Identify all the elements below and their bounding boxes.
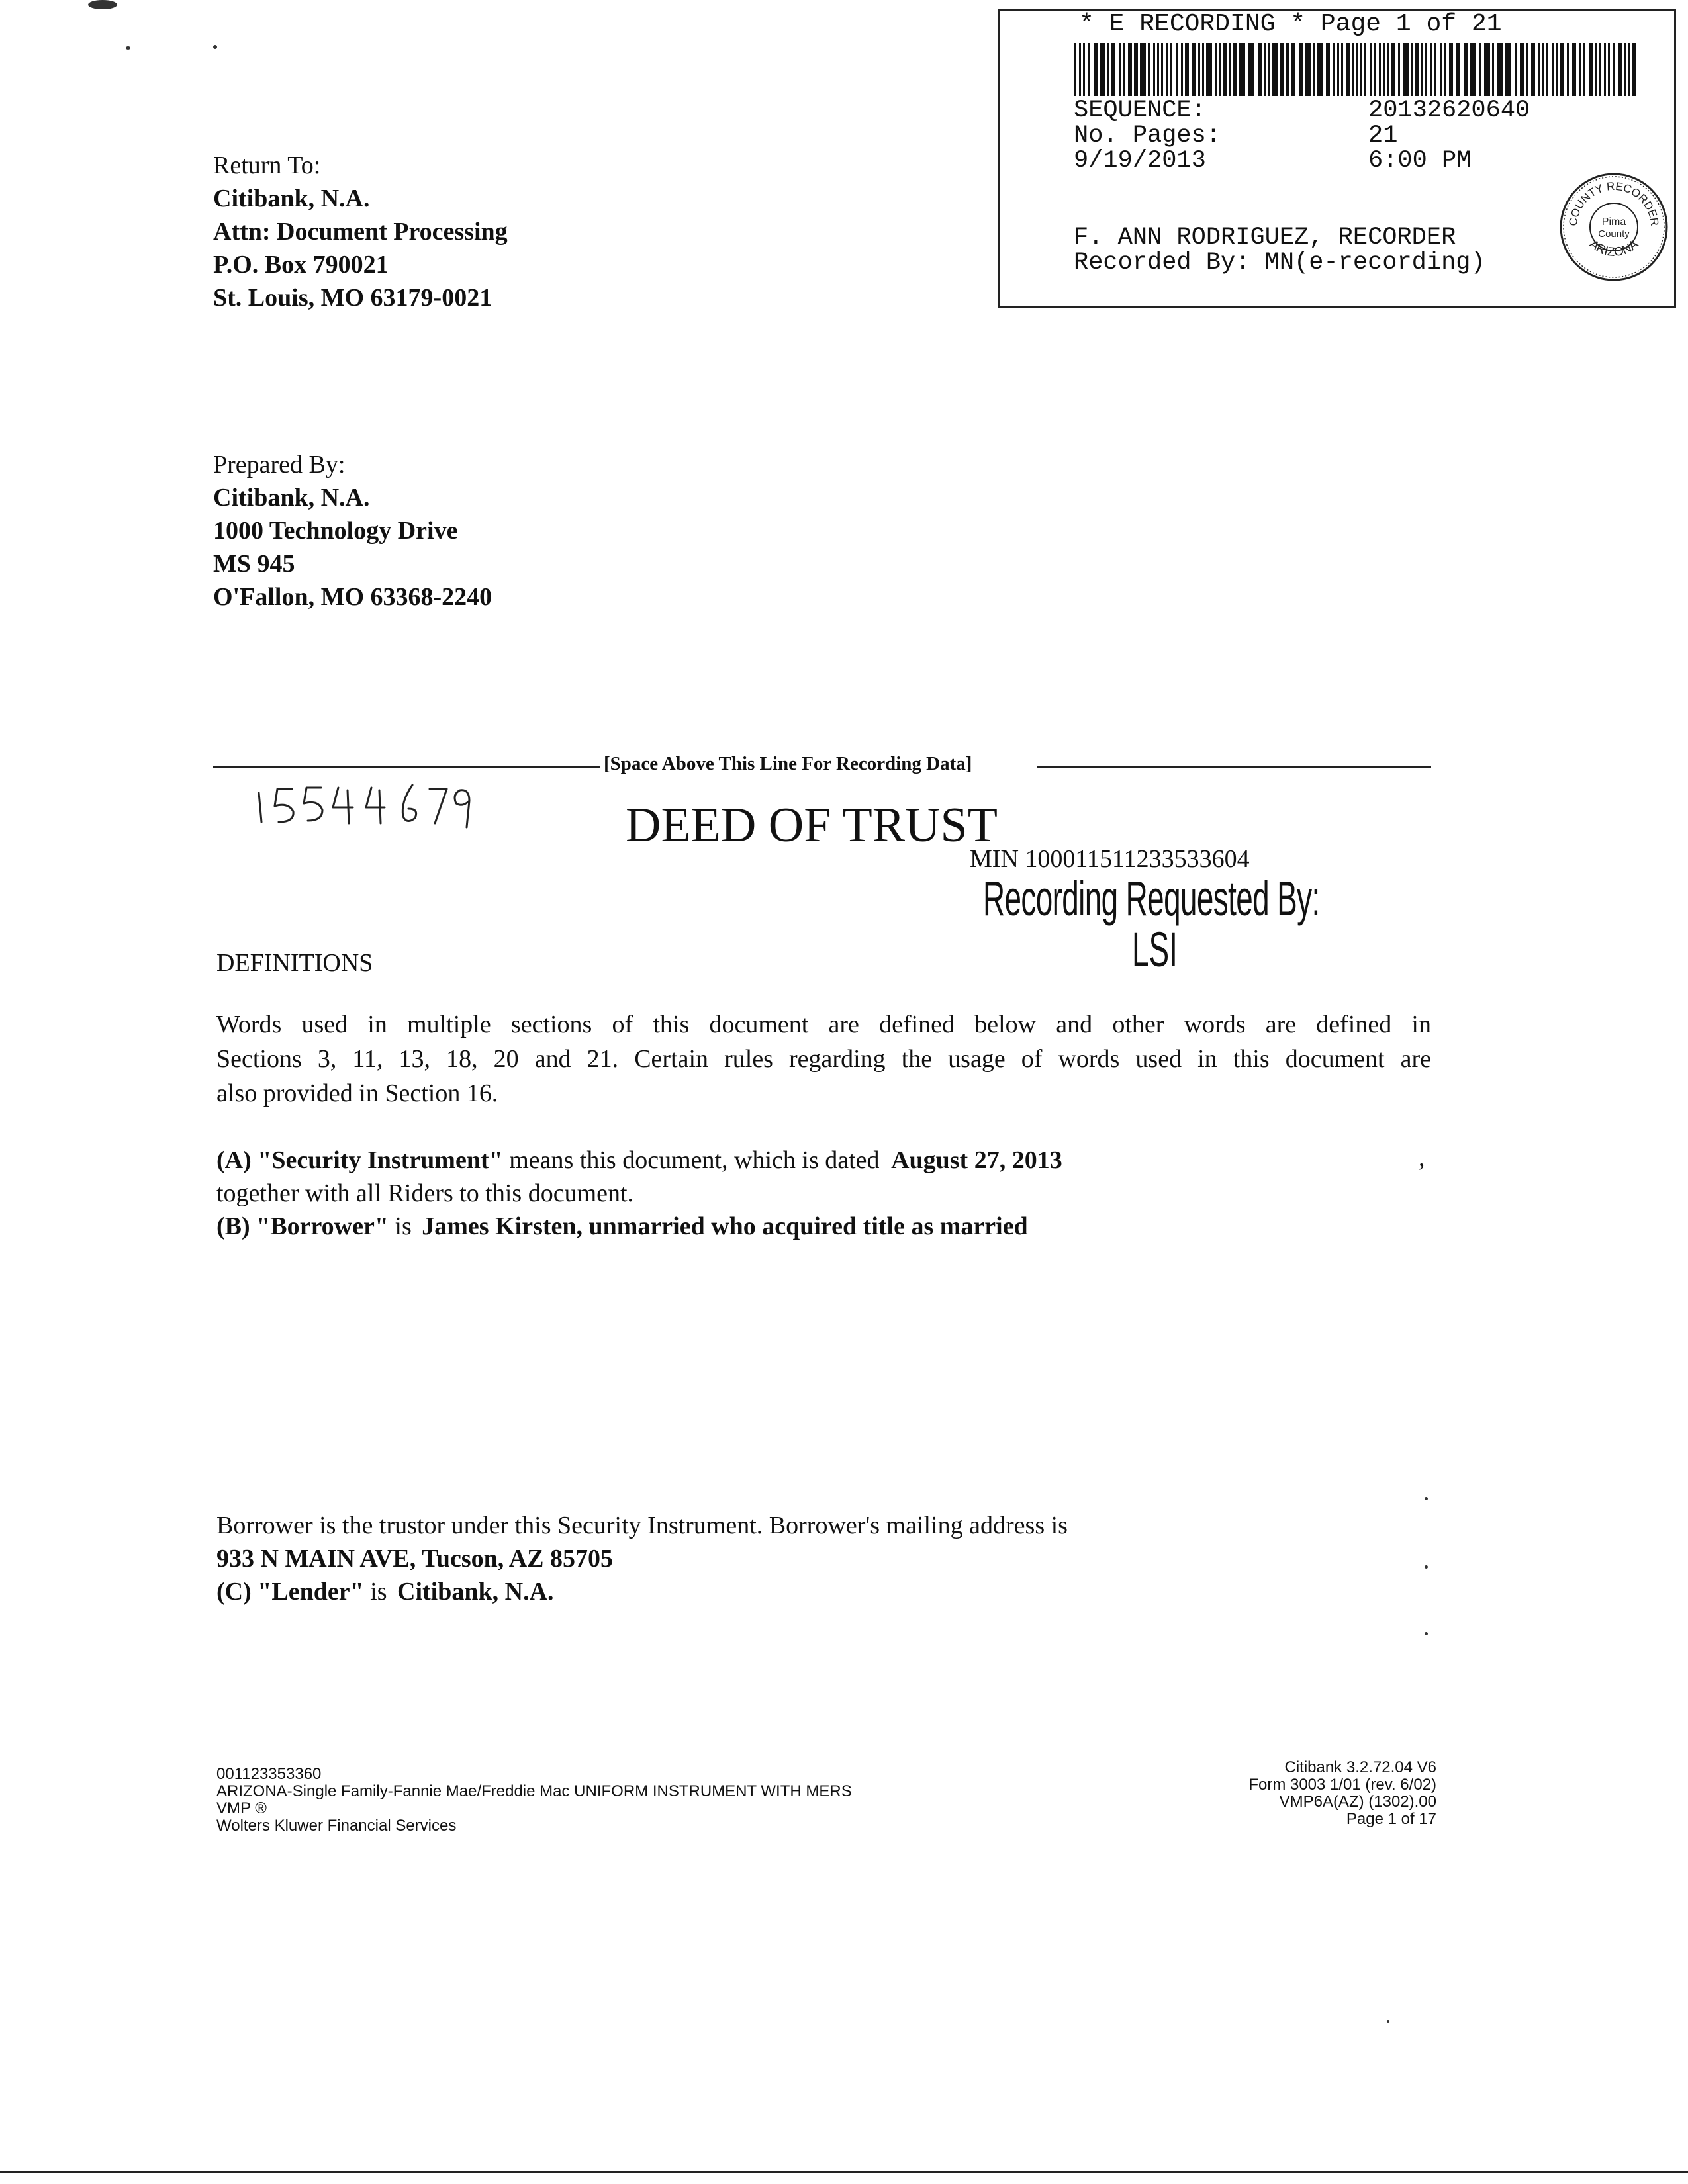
- form-number: Form 3003 1/01 (rev. 6/02): [1248, 1776, 1436, 1794]
- barcode-bar: [1470, 43, 1476, 96]
- definition-b-label: (B): [216, 1212, 250, 1240]
- citibank-version: Citibank 3.2.72.04 V6: [1284, 1758, 1436, 1776]
- recording-stamp-box: [998, 9, 1676, 308]
- barcode-bar: [1079, 43, 1081, 96]
- barcode-bar: [1088, 43, 1090, 96]
- intro-line: also provided in Section 16.: [216, 1079, 498, 1107]
- barcode-bar: [1192, 43, 1196, 96]
- barcode-bar: [1128, 43, 1132, 96]
- margin-dot: [1425, 1632, 1428, 1635]
- barcode-bar: [1599, 43, 1601, 96]
- scan-mark: [126, 46, 130, 50]
- barcode-bar: [1364, 43, 1366, 96]
- seal-center-1: Pima: [1601, 216, 1626, 228]
- return-to-line: P.O. Box 790021: [213, 251, 389, 279]
- loan-number: 001123353360: [216, 1765, 322, 1783]
- barcode-bar: [1134, 43, 1138, 96]
- barcode-bar: [1153, 43, 1155, 96]
- barcode-bar: [1624, 43, 1626, 96]
- prepared-by-line: O'Fallon, MO 63368-2240: [213, 583, 492, 611]
- barcode-bar: [1567, 43, 1569, 96]
- definitions-heading: DEFINITIONS: [216, 949, 373, 977]
- barcode-bar: [1360, 43, 1362, 96]
- barcode-bar: [1579, 43, 1581, 96]
- scan-mark: [88, 0, 117, 9]
- definition-a-continuation: together with all Riders to this document.: [216, 1179, 634, 1207]
- barcode-bar: [1604, 43, 1606, 96]
- barcode-bar: [1083, 43, 1085, 96]
- page-bottom-rule: [0, 2171, 1688, 2173]
- seal-bottom-text: ARIZONA: [1586, 237, 1642, 260]
- prepared-by-line: MS 945: [213, 550, 295, 578]
- barcode-bar: [1299, 43, 1303, 96]
- barcode-bar: [1542, 43, 1544, 96]
- barcode-bar: [1464, 43, 1468, 96]
- barcode-bar: [1456, 43, 1460, 96]
- definition-b-term: "Borrower": [256, 1212, 389, 1240]
- return-to-line: St. Louis, MO 63179-0021: [213, 284, 492, 312]
- pages-value: 21: [1368, 122, 1398, 150]
- barcode-bar: [1100, 43, 1105, 96]
- barcode-bar: [1572, 43, 1576, 96]
- county-seal: [1557, 170, 1671, 284]
- document-title: DEED OF TRUST: [626, 798, 998, 852]
- barcode-bar: [1161, 43, 1163, 96]
- barcode-bar: [1326, 43, 1330, 96]
- barcode-bar: [1272, 43, 1278, 96]
- definition-a-text: means this document, which is dated: [509, 1146, 880, 1174]
- barcode-bar: [1229, 43, 1231, 96]
- definition-b-is: is: [395, 1212, 412, 1240]
- intro-line: Words used in multiple sections of this document are defined below and other words are defined in: [216, 1011, 1431, 1038]
- prepared-by-line: 1000 Technology Drive: [213, 517, 458, 545]
- intro-line: Sections 3, 11, 13, 18, 20 and 21. Certain rules regarding the usage of words used in this document are: [216, 1045, 1431, 1073]
- space-above-label: [Space Above This Line For Recording Data]: [604, 753, 972, 774]
- barcode-bar: [1421, 43, 1423, 96]
- barcode-bar: [1531, 43, 1535, 96]
- definition-c-is: is: [370, 1578, 387, 1606]
- barcode-bar: [1264, 43, 1266, 96]
- return-to-line: Attn: Document Processing: [213, 218, 508, 246]
- barcode-bar: [1223, 43, 1227, 96]
- form-description: ARIZONA-Single Family-Fannie Mae/Freddie Mac UNIFORM INSTRUMENT WITH MERS: [216, 1782, 852, 1800]
- recording-time: 6:00 PM: [1368, 147, 1472, 175]
- definition-c-term: "Lender": [258, 1578, 364, 1606]
- prepared-by-line: Citibank, N.A.: [213, 484, 370, 512]
- barcode-bar: [1383, 43, 1385, 96]
- trustor-text: Borrower is the trustor under this Security Instrument. Borrower's mailing address is: [216, 1512, 1068, 1539]
- borrower-address: 933 N MAIN AVE, Tucson, AZ 85705: [216, 1545, 614, 1572]
- trustor-block: [216, 1509, 1068, 1608]
- barcode-bar: [1479, 43, 1481, 96]
- return-to-line: Citibank, N.A.: [213, 185, 370, 212]
- barcode-bar: [1119, 43, 1121, 96]
- margin-dot: [1425, 1497, 1428, 1500]
- barcode-bar: [1202, 43, 1204, 96]
- barcode-bar: [1219, 43, 1221, 96]
- barcode-bar: [1520, 43, 1524, 96]
- barcode-bar: [1111, 43, 1115, 96]
- separator-rule: [1037, 766, 1431, 768]
- page-number: Page 1 of 17: [1346, 1810, 1436, 1828]
- barcode-bar: [1434, 43, 1436, 96]
- barcode-bar: [1094, 43, 1098, 96]
- barcode-bar: [1497, 43, 1503, 96]
- handwritten-number: [254, 781, 475, 834]
- vmp-mark: VMP ®: [216, 1799, 267, 1817]
- margin-dot: [1425, 1565, 1428, 1569]
- scan-mark: [213, 45, 217, 49]
- barcode-bar: [1215, 43, 1217, 96]
- barcode-bar: [1337, 43, 1339, 96]
- barcode-bar: [1556, 43, 1558, 96]
- barcode-bar: [1628, 43, 1630, 96]
- barcode-bar: [1546, 43, 1548, 96]
- barcode-bar: [1198, 43, 1200, 96]
- barcode-bar: [1403, 43, 1409, 96]
- seal-center-2: County: [1598, 228, 1630, 240]
- barcode-bar: [1589, 43, 1593, 96]
- definitions-intro: [216, 1007, 1431, 1111]
- scan-mark: [1387, 2020, 1389, 2023]
- barcode-bar: [1305, 43, 1311, 96]
- barcode-bar: [1123, 43, 1125, 96]
- recording-requested-by: Recording Requested By:: [983, 871, 1320, 926]
- barcode-bar: [1181, 43, 1183, 96]
- barcode-bar: [1352, 43, 1354, 96]
- publisher: Wolters Kluwer Financial Services: [216, 1817, 457, 1835]
- barcode-bar: [1370, 43, 1372, 96]
- barcode-bar: [1313, 43, 1315, 96]
- barcode-bar: [1552, 43, 1554, 96]
- return-to-heading: Return To:: [213, 152, 321, 179]
- barcode-bar: [1444, 43, 1446, 96]
- return-to-block: [213, 149, 508, 314]
- barcode-bar: [1449, 43, 1453, 96]
- prepared-by-block: [213, 448, 492, 614]
- sequence-value: 20132620640: [1368, 97, 1530, 124]
- definition-b: [216, 1210, 1028, 1243]
- min-number: MIN 100011511233533604: [970, 845, 1250, 873]
- definition-a-date: August 27, 2013: [891, 1146, 1062, 1174]
- barcode-bar: [1484, 43, 1490, 96]
- barcode-bar: [1341, 43, 1343, 96]
- barcode-bar: [1398, 43, 1400, 96]
- barcode-bar: [1185, 43, 1189, 96]
- barcode-bar: [1268, 43, 1270, 96]
- barcode-bar: [1280, 43, 1284, 96]
- footer-left: [216, 1766, 852, 1835]
- barcode-bar: [1074, 43, 1076, 96]
- barcode-bar: [1176, 43, 1178, 96]
- seal-top-text: COUNTY RECORDER: [1566, 179, 1662, 227]
- pages-label: No. Pages:: [1074, 122, 1221, 150]
- barcode-bar: [1526, 43, 1528, 96]
- recording-banner: * E RECORDING * Page 1 of 21: [1079, 10, 1502, 38]
- barcode-bar: [1613, 43, 1615, 96]
- barcode-bar: [1379, 43, 1381, 96]
- recorded-by: Recorded By: MN(e-recording): [1074, 249, 1485, 277]
- definition-c-label: (C): [216, 1578, 252, 1606]
- barcode: [1074, 43, 1636, 96]
- recorder-name: F. ANN RODRIGUEZ, RECORDER: [1074, 224, 1456, 251]
- barcode-bar: [1140, 43, 1146, 96]
- barcode-bar: [1391, 43, 1395, 96]
- barcode-bar: [1166, 43, 1168, 96]
- barcode-bar: [1387, 43, 1389, 96]
- definition-a-comma: ,: [1419, 1144, 1425, 1172]
- definition-c: [216, 1575, 1068, 1608]
- barcode-bar: [1411, 43, 1413, 96]
- barcode-bar: [1346, 43, 1350, 96]
- svg-text:ARIZONA: [1587, 237, 1642, 259]
- barcode-bar: [1233, 43, 1237, 96]
- barcode-bar: [1291, 43, 1295, 96]
- prepared-by-heading: Prepared By:: [213, 451, 346, 478]
- barcode-bar: [1492, 43, 1494, 96]
- barcode-bar: [1608, 43, 1610, 96]
- barcode-bar: [1515, 43, 1517, 96]
- barcode-bar: [1248, 43, 1254, 96]
- definition-a-term: "Security Instrument": [258, 1146, 503, 1174]
- barcode-bar: [1148, 43, 1150, 96]
- recording-date: 9/19/2013: [1074, 147, 1206, 175]
- definition-a: [216, 1144, 1062, 1210]
- barcode-bar: [1356, 43, 1358, 96]
- sequence-label: SEQUENCE:: [1074, 97, 1206, 124]
- barcode-bar: [1170, 43, 1172, 96]
- recording-data-separator: [213, 753, 1431, 780]
- barcode-bar: [1583, 43, 1585, 96]
- barcode-bar: [1595, 43, 1597, 96]
- barcode-bar: [1505, 43, 1511, 96]
- barcode-bar: [1157, 43, 1159, 96]
- barcode-bar: [1286, 43, 1289, 96]
- definition-b-value: James Kirsten, unmarried who acquired title as married: [422, 1212, 1028, 1240]
- definition-c-value: Citibank, N.A.: [397, 1578, 554, 1606]
- barcode-bar: [1206, 43, 1212, 96]
- barcode-bar: [1440, 43, 1442, 96]
- barcode-bar: [1632, 43, 1636, 96]
- barcode-bar: [1107, 43, 1109, 96]
- barcode-bar: [1430, 43, 1432, 96]
- barcode-bar: [1560, 43, 1564, 96]
- requested-by-name: LSI: [1132, 922, 1178, 977]
- barcode-bar: [1258, 43, 1262, 96]
- definition-a-label: (A): [216, 1146, 252, 1174]
- barcode-bar: [1538, 43, 1540, 96]
- barcode-bar: [1618, 43, 1622, 96]
- barcode-bar: [1415, 43, 1419, 96]
- barcode-bar: [1333, 43, 1335, 96]
- footer-right: [1248, 1759, 1436, 1828]
- vmp-form-id: VMP6A(AZ) (1302).00: [1279, 1793, 1436, 1811]
- barcode-bar: [1317, 43, 1323, 96]
- barcode-bar: [1374, 43, 1376, 96]
- separator-rule: [213, 766, 600, 768]
- barcode-bar: [1239, 43, 1245, 96]
- barcode-bar: [1425, 43, 1427, 96]
